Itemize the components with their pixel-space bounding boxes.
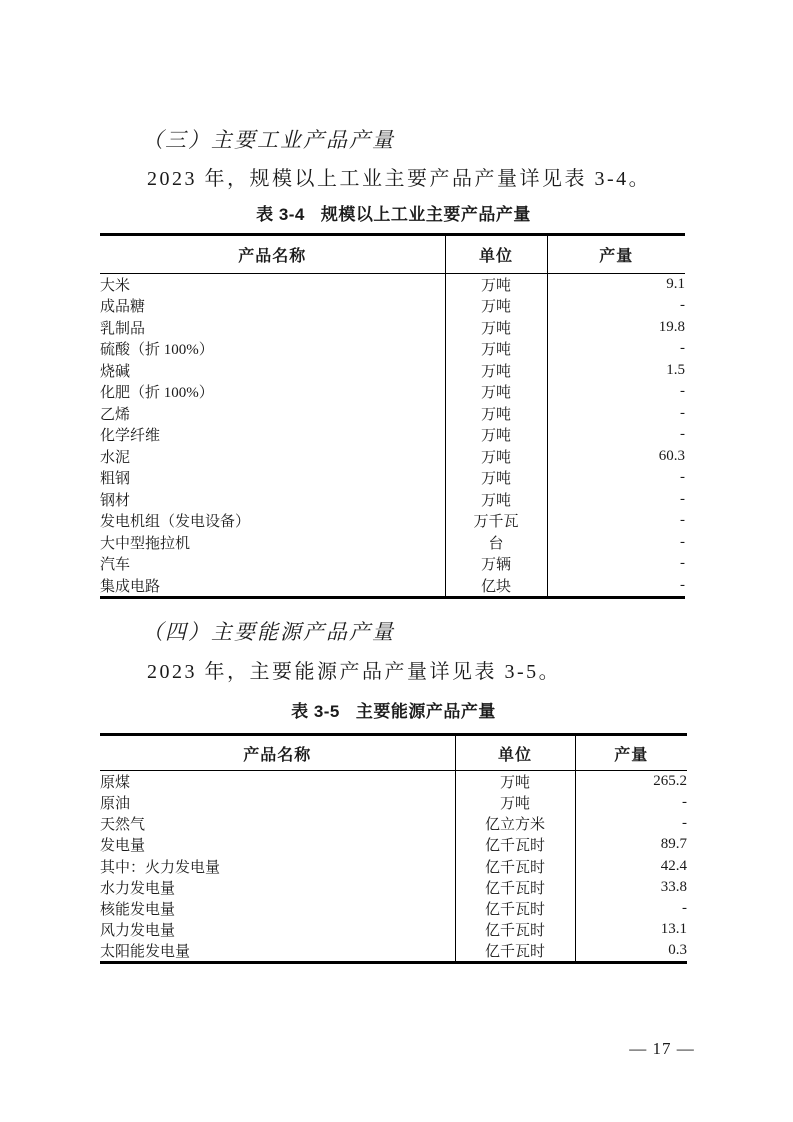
output-value-cell: 265.2 — [653, 773, 687, 789]
output-value-cell: 42.4 — [660, 857, 687, 874]
unit-cell: 万吨 — [445, 274, 547, 296]
output-value-cell: 33.8 — [660, 878, 687, 895]
section-4-heading: （四）主要能源产品产量 — [142, 620, 395, 644]
output-value-cell: 9.1 — [666, 276, 685, 292]
product-name-cell: 原油 — [100, 792, 455, 813]
table-header-row — [100, 735, 687, 771]
table-row — [100, 919, 687, 940]
table-row — [100, 510, 685, 532]
output-value-cell: 60.3 — [658, 447, 685, 464]
unit-cell: 万吨 — [445, 446, 547, 468]
section-3-heading: （三）主要工业产品产量 — [142, 128, 395, 152]
output-value-cell: 13.1 — [660, 921, 687, 938]
table-row — [100, 381, 685, 403]
output-value-cell: - — [680, 426, 685, 443]
output-value-cell: - — [680, 512, 685, 529]
unit-cell: 万吨 — [445, 295, 547, 317]
table-3-4-body — [100, 274, 685, 598]
table-row — [100, 403, 685, 425]
table-row — [100, 792, 687, 813]
output-value-cell: - — [682, 794, 687, 811]
table-header-row — [100, 235, 685, 274]
unit-cell: 亿千瓦时 — [455, 834, 575, 855]
table-3-4 — [100, 233, 685, 599]
output-value-cell: - — [680, 576, 685, 593]
column-header-product-name: 产品名称 — [100, 235, 445, 274]
table-row — [100, 856, 687, 877]
product-name-cell: 天然气 — [100, 813, 455, 834]
product-name-cell: 大中型拖拉机 — [100, 532, 445, 554]
unit-cell: 亿块 — [445, 575, 547, 598]
table-3-4-caption-number: 表 3-4 — [256, 205, 305, 224]
table-row — [100, 575, 685, 598]
product-name-cell: 原煤 — [100, 771, 455, 793]
unit-cell: 万吨 — [455, 771, 575, 793]
unit-cell: 台 — [445, 532, 547, 554]
output-value-cell: - — [680, 533, 685, 550]
product-name-cell: 粗钢 — [100, 467, 445, 489]
table-row — [100, 274, 685, 296]
output-value-cell: 0.3 — [668, 942, 687, 959]
table-3-5-caption-number: 表 3-5 — [291, 702, 340, 721]
unit-cell: 万吨 — [445, 424, 547, 446]
product-name-cell: 核能发电量 — [100, 898, 455, 919]
table-row — [100, 532, 685, 554]
column-header-product-name: 产品名称 — [100, 735, 455, 771]
column-header-unit: 单位 — [445, 235, 547, 274]
section-3-paragraph: 2023 年，规模以上工业主要产品产量详见表 3-4。 — [147, 168, 652, 190]
column-header-output: 产量 — [599, 248, 634, 265]
output-value-cell: 19.8 — [658, 318, 685, 335]
table-row — [100, 771, 687, 793]
unit-cell: 亿立方米 — [455, 813, 575, 834]
output-value-cell: - — [680, 469, 685, 486]
table-row — [100, 813, 687, 834]
unit-cell: 亿千瓦时 — [455, 856, 575, 877]
product-name-cell: 发电机组（发电设备） — [100, 510, 445, 532]
page-number: — 17 — — [629, 1039, 695, 1058]
output-value-cell: - — [680, 490, 685, 507]
table-3-4-caption — [100, 204, 687, 226]
table-row — [100, 834, 687, 855]
table-3-5-caption-title: 主要能源产品产量 — [355, 702, 496, 721]
column-header-output: 产量 — [614, 746, 649, 764]
product-name-cell: 乳制品 — [100, 317, 445, 339]
output-value-cell: 89.7 — [660, 836, 687, 853]
unit-cell: 万千瓦 — [445, 510, 547, 532]
table-row — [100, 489, 685, 511]
table-3-5 — [100, 733, 687, 964]
unit-cell: 万吨 — [445, 489, 547, 511]
output-value-cell: - — [682, 815, 687, 832]
output-value-cell: - — [680, 404, 685, 421]
product-name-cell: 钢材 — [100, 489, 445, 511]
product-name-cell: 水力发电量 — [100, 877, 455, 898]
unit-cell: 万吨 — [445, 338, 547, 360]
product-name-cell: 大米 — [100, 274, 445, 296]
output-value-cell: - — [680, 297, 685, 314]
table-row — [100, 467, 685, 489]
output-value-cell: - — [680, 340, 685, 357]
product-name-cell: 风力发电量 — [100, 919, 455, 940]
unit-cell: 万吨 — [445, 467, 547, 489]
table-row — [100, 424, 685, 446]
unit-cell: 亿千瓦时 — [455, 919, 575, 940]
unit-cell: 万吨 — [445, 381, 547, 403]
table-row — [100, 295, 685, 317]
table-row — [100, 317, 685, 339]
product-name-cell: 集成电路 — [100, 575, 445, 598]
output-value-cell: - — [680, 555, 685, 572]
table-3-5-caption — [100, 701, 687, 723]
output-value-cell: - — [682, 900, 687, 917]
product-name-cell: 汽车 — [100, 553, 445, 575]
output-value-cell: - — [680, 383, 685, 400]
product-name-cell: 其中：火力发电量 — [100, 856, 455, 877]
unit-cell: 亿千瓦时 — [455, 898, 575, 919]
product-name-cell: 成品糖 — [100, 295, 445, 317]
table-3-4-caption-title: 规模以上工业主要产品产量 — [320, 205, 531, 224]
section-4-paragraph: 2023 年，主要能源产品产量详见表 3-5。 — [147, 661, 562, 683]
unit-cell: 万吨 — [445, 317, 547, 339]
output-value-cell: 1.5 — [666, 361, 685, 378]
product-name-cell: 乙烯 — [100, 403, 445, 425]
product-name-cell: 化肥（折 100%） — [100, 381, 445, 403]
product-name-cell: 化学纤维 — [100, 424, 445, 446]
table-row — [100, 338, 685, 360]
product-name-cell: 硫酸（折 100%） — [100, 338, 445, 360]
product-name-cell: 发电量 — [100, 834, 455, 855]
unit-cell: 万吨 — [445, 403, 547, 425]
table-row — [100, 446, 685, 468]
product-name-cell: 水泥 — [100, 446, 445, 468]
table-3-5-body — [100, 771, 687, 963]
table-row — [100, 553, 685, 575]
column-header-unit: 单位 — [455, 735, 575, 771]
product-name-cell: 太阳能发电量 — [100, 940, 455, 963]
table-row — [100, 898, 687, 919]
unit-cell: 亿千瓦时 — [455, 877, 575, 898]
table-row — [100, 940, 687, 963]
table-row — [100, 877, 687, 898]
table-row — [100, 360, 685, 382]
unit-cell: 万吨 — [445, 360, 547, 382]
unit-cell: 万吨 — [455, 792, 575, 813]
product-name-cell: 烧碱 — [100, 360, 445, 382]
unit-cell: 亿千瓦时 — [455, 940, 575, 963]
unit-cell: 万辆 — [445, 553, 547, 575]
